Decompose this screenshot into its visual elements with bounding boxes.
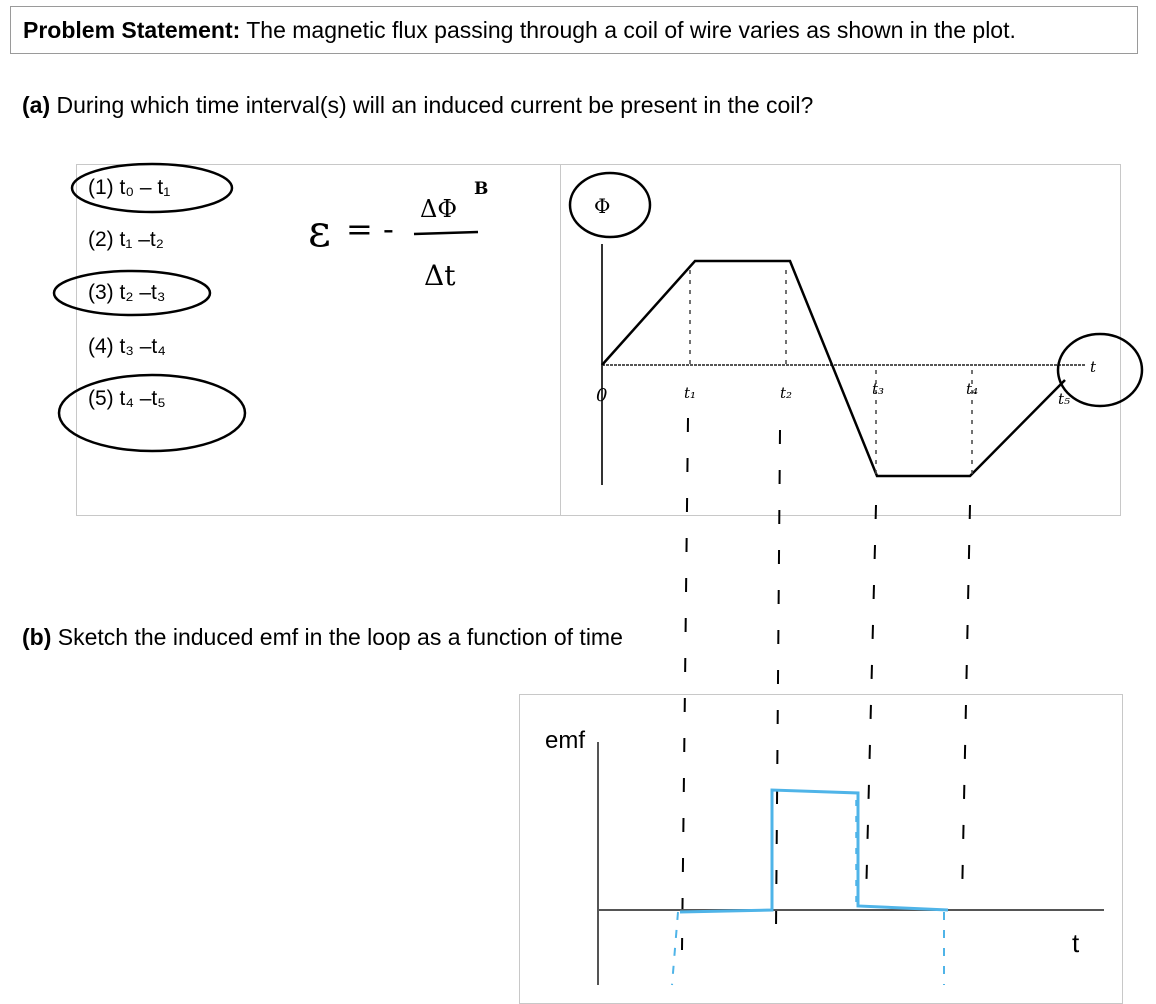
flux-subscript-b: B [474, 179, 489, 199]
flux-y-label: Φ [594, 194, 611, 218]
delta-t: Δt [424, 259, 456, 292]
option-5-circle [59, 375, 245, 451]
flux-x-label-circle [1058, 334, 1142, 406]
problem-text: The magnetic flux passing through a coil of wire varies as shown in the plot. [246, 17, 1016, 43]
emf-sketch-curve [680, 790, 948, 912]
flux-plot [570, 173, 1142, 485]
tick-t2: t₂ [780, 384, 793, 402]
option-1-circle [72, 164, 232, 212]
tick-t1: t₁ [684, 384, 697, 402]
option-5: (5) t₄ –t₅ [88, 387, 166, 410]
flux-x-label: t [1090, 358, 1097, 376]
tick-t3: t₃ [872, 380, 885, 398]
option-4: (4) t₃ –t₄ [88, 335, 166, 358]
option-3: (3) t₂ –t₃ [88, 281, 166, 304]
tick-t4: t₄ [966, 380, 979, 398]
equals-minus: = - [346, 210, 394, 248]
flux-curve [602, 261, 1065, 476]
part-b-text: Sketch the induced emf in the loop as a function of time [57, 624, 623, 650]
part-a-text: During which time interval(s) will an induced current be present in the coil? [56, 92, 814, 118]
emf-y-label: emf [545, 727, 586, 754]
part-a-label: (a) [22, 92, 51, 118]
option-1: (1) t₀ – t₁ [88, 176, 171, 199]
part-b-label: (b) [22, 624, 52, 650]
handwritten-faraday-equation [308, 179, 488, 292]
problem-label: Problem Statement: [23, 17, 241, 43]
emf-plot [545, 727, 1104, 985]
tick-t5: t₅ [1058, 390, 1071, 408]
emf-symbol: ε [308, 206, 331, 257]
option-2: (2) t₁ –t₂ [88, 228, 164, 251]
option-3-circle [54, 271, 210, 315]
flux-origin-label: 0 [596, 385, 608, 406]
projection-lines [682, 418, 970, 950]
emf-x-label: t [1072, 928, 1080, 958]
delta-flux: ΔΦ [420, 195, 458, 223]
